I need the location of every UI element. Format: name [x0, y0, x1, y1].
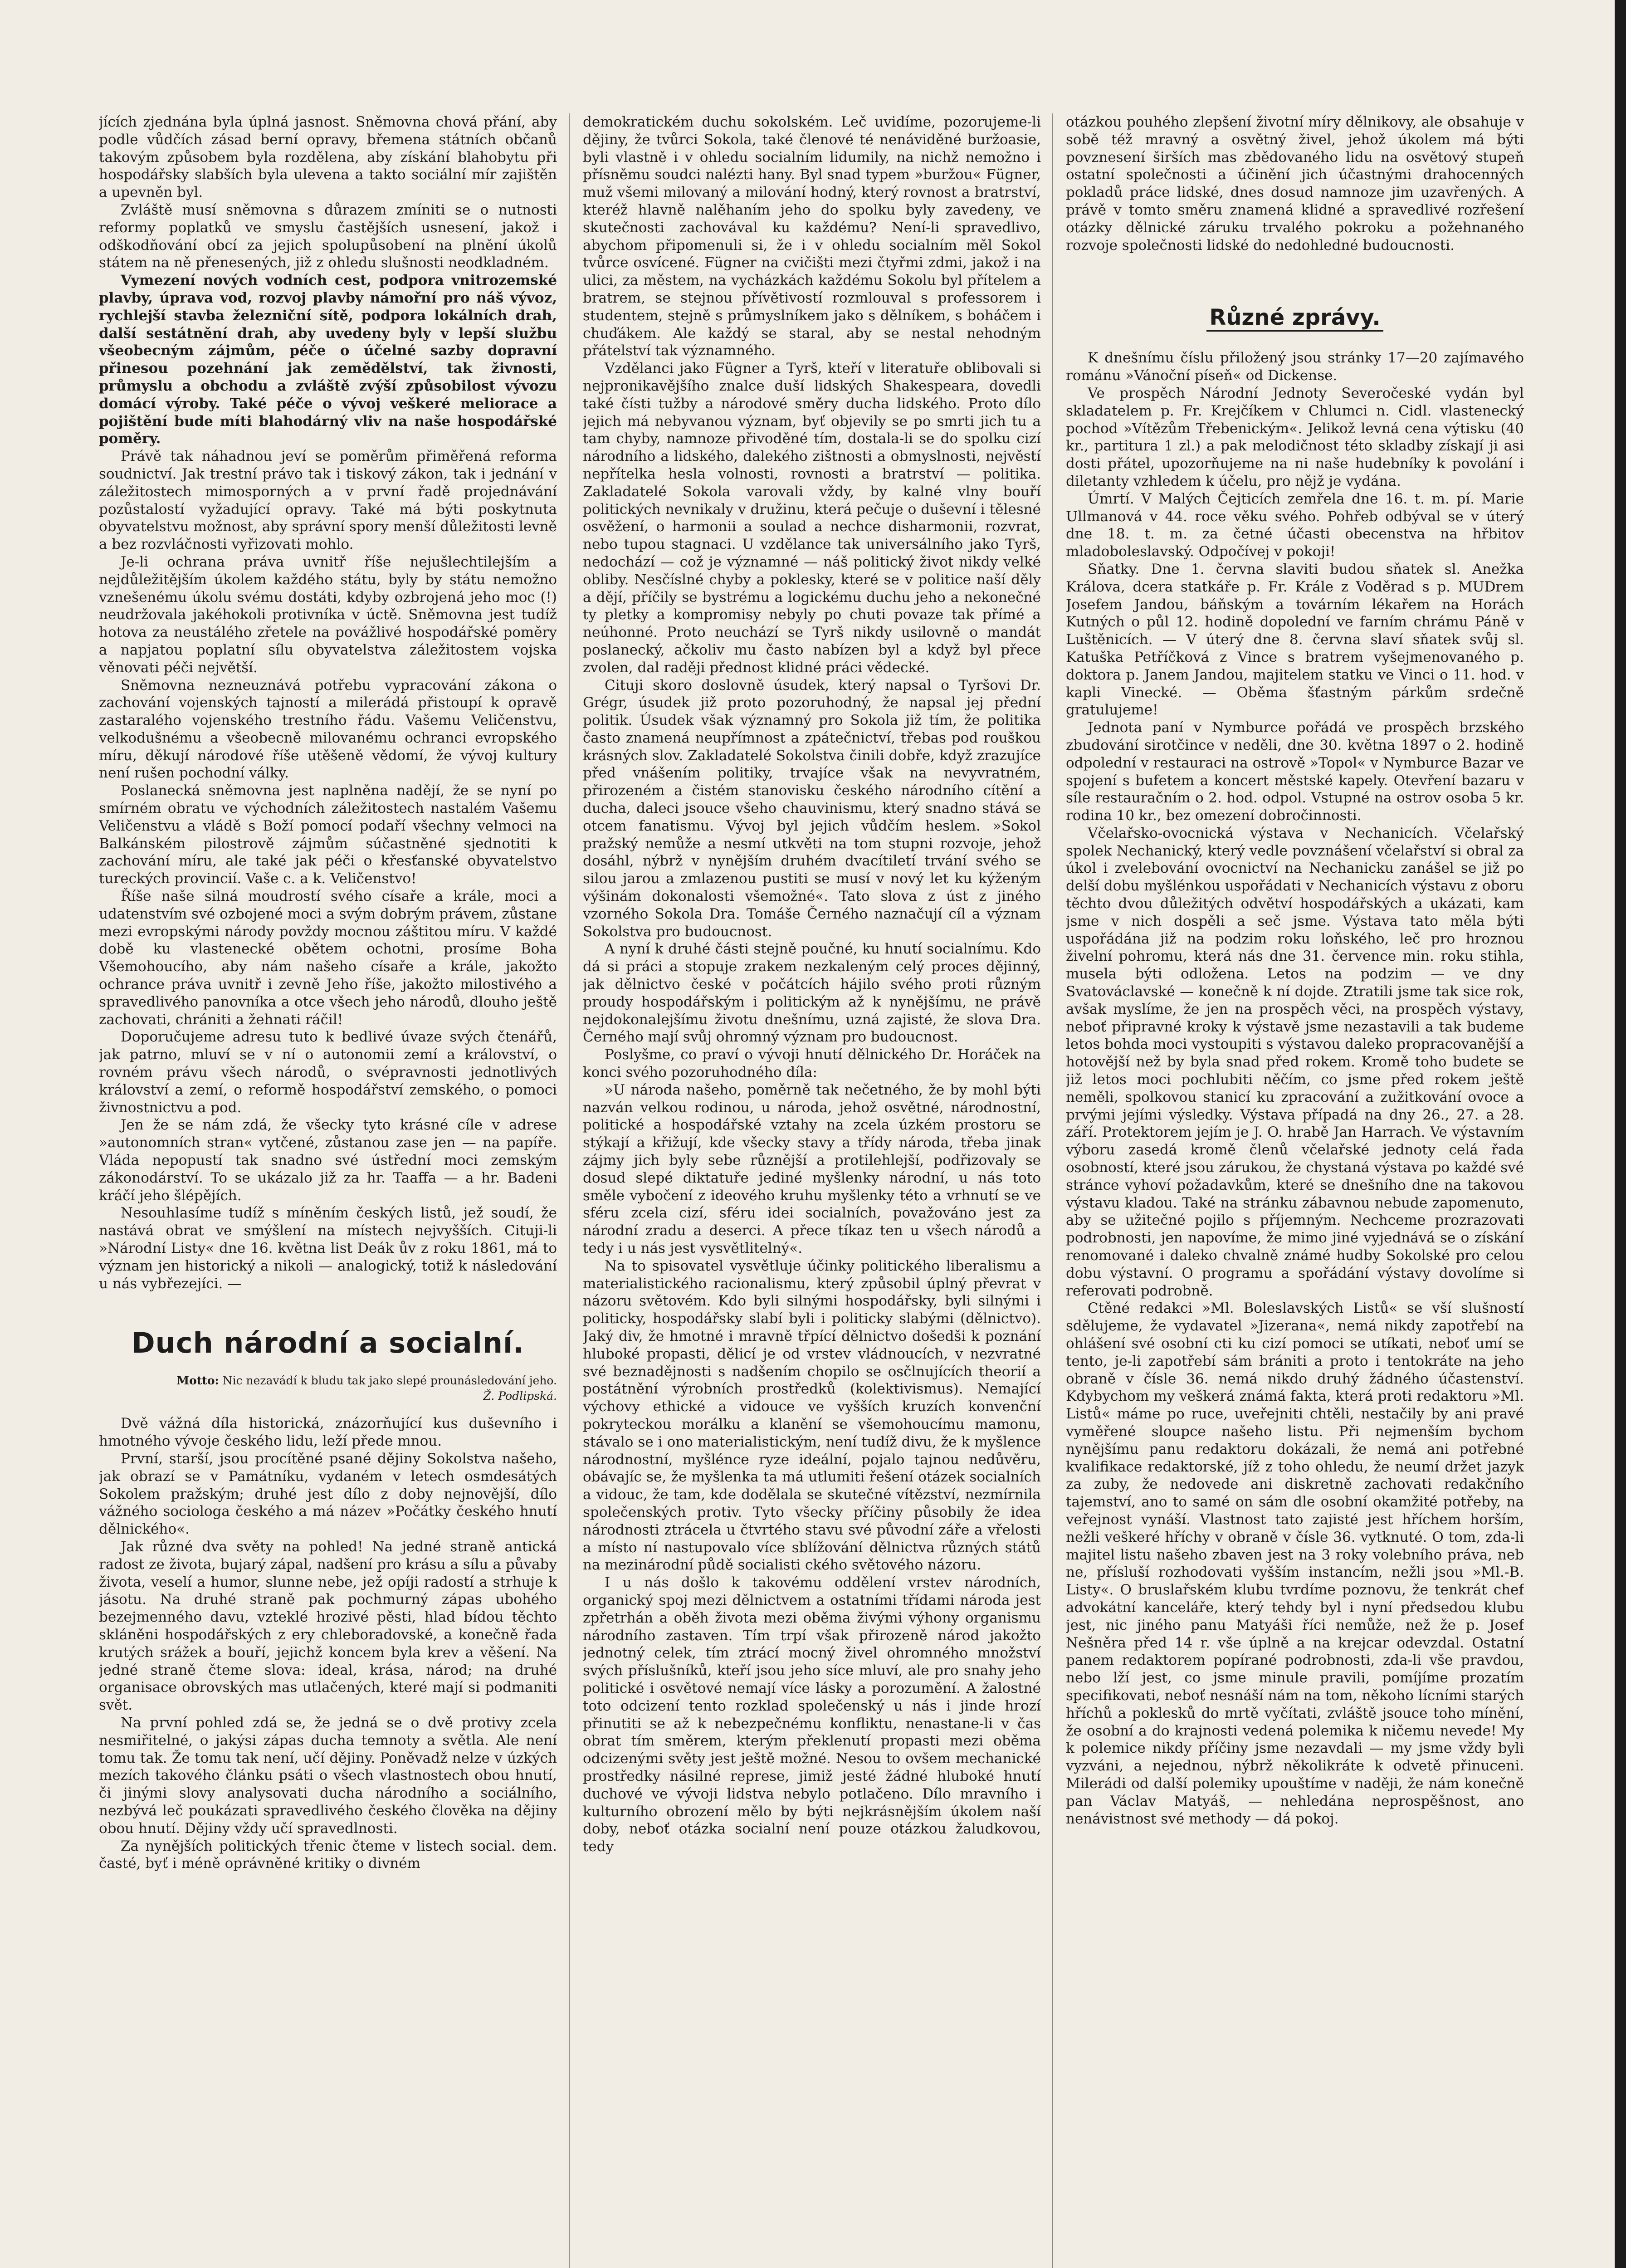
motto-label: Motto:	[176, 1374, 219, 1388]
paragraph: Cituji skoro doslovně úsudek, který napsal o Tyršovi Dr. Grégr, úsudek již proto pozoruhodný, že napsal jej přední politik. Úsudek však významný pro Sokola již tím, že politika často znamená neupřímnost a zpátečnictví, třebas pod rouškou krásných slov. Zakladatelé Sokolstva činili dobře, když zrazujíce před vnášením politiky, trvajíce však na nevyvratném, přirozeném a čistém stanovisku českého národního cítění a ducha, daleci jsouce všeho chauvinismu, který snadno stává se otcem fanatismu. Vývoj byl jejich vůdčím heslem. »Sokol pražský nemůže a nesmí utkvěti na tom stupni rozvoje, jehož dosáhl, nýbrž v nynějším druhém dvacítiletí trvání svého se silou jarou a zmlazenou pustiti se musí v nový let ku kýženým výšinám dokonalosti všemožné«. Tato slova z úst z jiného vzorného Sokola Dra. Tomáše Černého naznačují cíl a význam Sokolstva pro budoucnost.	[583, 677, 1041, 940]
paragraph: První, starší, jsou procítěné psané dějiny Sokolstva našeho, jak obrazí se v Památníku, vydaném v letech osmdesátých Sokolem pražským; druhé jest dílo z doby nejnovější, dílo vážného sociologa českého a má název »Počátky českého hnutí dělnického«.	[99, 1450, 557, 1538]
paragraph: Zvláště musí sněmovna s důrazem zmíniti se o nutnosti reformy poplatků ve smyslu častějších usnesení, jakož i odškodňování obcí za jejich spolupůsobení na plnění úkolů státem na ně přenesených, již z ohledu slušnosti neodkladném.	[99, 201, 557, 271]
paragraph: Doporučujeme adresu tuto k bedlivé úvaze svých čtenářů, jak patrno, mluví se v ní o autonomii zemí a království, o rovném právu všech národů, o svépravnosti jednotlivých království a zemí, o reformě hospodářství zemského, o pomoci živnostnictvu a pod.	[99, 1029, 557, 1116]
paragraph: Úmrtí. V Malých Čejticích zemřela dne 16. t. m. pí. Marie Ullmanová v 44. roce věku svého. Pohřeb odbýval se v úterý dne 18. t. m. za četné účasti obecenstva na hřbitov mladoboleslavský. Odpočívej v pokoji!	[1066, 490, 1524, 560]
motto-text: Nic nezavádí k bludu tak jako slepé prounásledování jeho.	[222, 1374, 557, 1388]
paragraph: Ve prospěch Národní Jednoty Severočeské vydán byl skladatelem p. Fr. Krejčíkem v Chlumci n. Cidl. vlastenecký pochod »Vítězům Třebenickým«. Jelikož levná cena výtisku (40 kr., partitura 1 zl.) a pak melodičnost této skladby získají ji asi dosti přátel, upozorňujeme na ni naše hudebníky k povolání i diletanty vzhledem k účelu, pro nějž je vydána.	[1066, 385, 1524, 489]
paragraph: Na to spisovatel vysvětluje účinky politického liberalismu a materialistického racionalismu, který způsobil úplný převrat v názoru světovém. Kdo byli silnými hospodářsky, byli silnými i politicky, hospodářsky slabí byli i politicky slabými (dělnictvo). Jaký div, že hmotné i mravně třpící dělnictvo došedši k poznání hluboké propasti, dělicí je od vrstev vládnoucích, v nezvratné své beznadějnosti s nadšením chopilo se osčlnujících theorií a postátnění výrobních prostředků (kolektivismus). Nemající výchovy ethické a vidouce ve vyšších kruzích konvenční pokryteckou morálku a klanění se všemohoucímu mamonu, stávalo se i ono materialistickým, není tudíž divu, že k myšlence národnostní, myšlénce ryze ideální, pojalo tajnou nedůvěru, obávajíc se, že myšlenka ta má utlumiti řešení otázek socialních a vidouc, že tam, kde dodělala se skutečné vítězství, nezmírnila společenských protiv. Tyto všecky příčiny působily že idea národnosti ztrácela u čtvrtého stavu své původní záře a vřelosti a místo ní nastupovalo více sblížování dělnictva různých států na mezinárodní půdě socialisti ckého světového názoru.	[583, 1257, 1041, 1574]
section-heading	[1066, 304, 1524, 331]
column-3	[1066, 113, 1524, 2268]
paragraph: Je-li ochrana práva uvnitř říše nejušlechtilejším a nejdůležitějším úkolem každého státu, byly by státu nemožno vznešenému úkolu svému dostáti, kdyby ozbrojená jeho moc (!) neudržovala jakéhokoli protivníka v úctě. Sněmovna jest tudíž hotova za neustálého zřetele na povážlivé hospodářské poměry a napjatou poplatní sílu obyvatelstva záležitostem vojska věnovati péči největší.	[99, 553, 557, 676]
paragraph: K dnešnímu číslu přiložený jsou stránky 17—20 zajímavého románu »Vánoční píseň« od Dickense.	[1066, 350, 1524, 384]
paragraph: A nyní k druhé části stejně poučné, ku hnutí socialnímu. Kdo dá si práci a stopuje zrakem nezkaleným celý proces dějinný, jak dělnictvo české v počátcích hájilo svého proti různým proudy hospodářským i politickým až k nynějšímu, ne právě nejdokonalejšímu životu dnešnímu, uzná zajisté, že slova Dra. Černého mají svůj ohromný význam pro budoucnost.	[583, 941, 1041, 1046]
paragraph: Sňatky. Dne 1. června slaviti budou sňatek sl. Anežka Králova, dcera statkáře p. Fr. Krále z Voděrad s p. MUDrem Josefem Jandou, báňským a továrním lékařem na Horách Kutných o půl 12. hodině dopolední ve farním chrámu Páně v Luštěnicích. — V úterý dne 8. června slaví sňatek svůj sl. Katuška Petříčková z Vince s bratrem vyšejmenovaného p. doktora p. Janem Jandou, majitelem statku ve Vinci o 11. hod. v kapli Vinecké. — Oběma šťastným párkům srdečně gratulujeme!	[1066, 561, 1524, 719]
article-headline: Duch národní a socialní.	[132, 1326, 524, 1360]
paragraph: I u nás došlo k takovému oddělení vrstev národních, organický spoj mezi dělnictvem a ostatními třídami národa jest zpřetrhán a oběh života mezi oběma živými výhony organismu národního zastaven. Tím trpí však přirozeně národ jakožto jednotný celek, tím ztrácí mocný živel ohromného množství svých příslušníků, kteří jsou jeho síce mluví, ale pro snahy jeho politické i osvětové nemají více lásky a porozumění. A žalostné toto odcizení tento rozklad společenský u nás i jinde hrozí přinutiti se až k nebezpečnému konfliktu, nenastane-li v čas obrat tím směrem, kterým překlenutí propasti mezi oběma odcizenými světy jest ještě možné. Nesou to ovšem mechanické prostředky násilné represe, jimiž jesté žádné hluboké hnutí duchové ve vývoji lidstva nebylo potlačeno. Dílo mravního i kulturního obrození mělo by býti nejkrásnějším úkolem naší doby, neboť otázka socialní není pouze otázkou žaludkovou, tedy	[583, 1574, 1041, 1855]
paragraph: Vzdělanci jako Fügner a Tyrš, kteří v literatuře oblibovali si nejpronikavějšího znalce duší lidských Shakespeara, dovedli také čísti tužby a národové směry ducha lidského. Proto dílo jejich má nebyvanou význam, byť objevily se po smrti jich tu a tam chyby, namnoze přivoděné tím, dostala-li se do spolku cizí národního a lidského, dalekého zištnosti a obmyslnosti, nejvěstí nepřítelka hesla volnosti, rovnosti a bratrství — politika. Zakladatelé Sokola varovali vždy, by kalné vlny bouří politických nevnikaly v družinu, která pečuje o duševní i tělesné osvěžení, o harmonii a soulad a nechce disharmonii, rozvrat, nebo tupou stagnaci. U vzdělance tak universálního jako Tyrš, nedochází — což je významné — náš politický život nikdy velké obliby. Nesčíslné chyby a poklesky, které se v politice naší děly a dějí, příčily se bystrému a logickému duchu jeho a nekonečné ty pletky a kompromisy nebyly po chuti povaze tak přímé a neúhonné. Proto neuchází se Tyrš nikdy usilovně o mandát poslanecký, ačkoliv mu často nabízen byl a když byl přece zvolen, dal raději přednost klidné práci vědecké.	[583, 360, 1041, 676]
paragraph: Na první pohled zdá se, že jedná se o dvě protivy zcela nesmiřitelné, o jakýsi zápas ducha temnoty a světla. Ale není tomu tak. Že tomu tak není, učí dějiny. Poněvadž nelze v úzkých mezích takového článku psáti o všech vlastnostech obou hnutí, či jinými slovy analysovati ducha národního a sociálního, nezbývá leč poukázati spravedlivého českého člověka na dějiny obou hnutí. Dějiny vždy učí spravedlnosti.	[99, 1714, 557, 1837]
column-2	[583, 113, 1041, 2268]
paragraph: Poslanecká sněmovna jest naplněna nadějí, že se nyní po smírném obratu ve východních záležitostech nastalém Vašemu Veličenstvu a vládě s Boží pomocí podaří všechny velmoci na Balkánském pilostrově zájmům súčastněné sjednotiti k zachování míru, ale také jak péči o křesťanské obyvatelstvo tureckých provincií. Vaše c. a k. Veličenstvo!	[99, 782, 557, 887]
paragraph: demokratickém duchu sokolském. Leč uvidíme, pozorujeme-li dějiny, že tvůrci Sokola, také členové té nenáviděné buržoasie, byli vlastně i v ohledu socialním lidumily, na nichž nemožno i přísněmu soudci nalézti hany. Byl snad typem »buržou« Fügner, muž všemi milovaný a milování hodný, který rovnost a bratrství, kteréž hlavně nalěhaním jeho do spolku byly zavedeny, ve skutečnosti zachovával ku každému? Není-li spravedlivo, abychom připomenuli si, že i v ohledu socialním měl Sokol tvůrce osvícené. Fügner na cvičišti mezi čtyřmi zdmi, jakož i na ulici, za městem, na vycházkách každému Sokolu byl přítelem a bratrem, se stejnou přívětivostí rozmlouval s professorem i studentem, stejně s průmyslníkem jako s dělníkem, s boháčem i chuďákem. Ale každý se staral, aby se nestal nehodným přátelství tak významného.	[583, 114, 1041, 359]
paragraph: jících zjednána byla úplná jasnost. Sněmovna chová přání, aby podle vůdčích zásad berní opravy, břemena státních občanů takovým způsobem byla rozdělena, aby získání blahobytu při hospodářsky slabších byla ulevena a takto sociální mír zajištěn a upevněn byl.	[99, 114, 557, 201]
article-motto	[99, 1374, 557, 1403]
paragraph: Právě tak náhadnou jeví se poměrům přiměřená reforma soudnictví. Jak trestní právo tak i tiskový zákon, tak i jednání v záležitostech mimosporných a v první řadě projednávání pozůstalostí vyžadující opravy. Také má býti poskytnuta obyvatelstvu možnost, aby správní spory menší důležitosti levně a bez rozvláčnosti vyřizovati mohlo.	[99, 448, 557, 553]
paragraph: Jednota paní v Nymburce pořádá ve prospěch brzského zbudování sirotčince v neděli, dne 30. května 1897 o 2. hodině odpolední v restauraci na ostrově »Topol« v Nymburce Bazar ve spojení s bufetem a koncert městské kapely. Otevření bazaru v síle restauračním o 2. hod. odpol. Vstupné na ostrov osoba 5 kr. rodina 10 kr., bez omezení dobročinnosti.	[1066, 719, 1524, 824]
column-rule	[569, 113, 570, 2268]
paragraph: »U národa našeho, poměrně tak nečetného, že by mohl býti nazván velkou rodinou, u národa, jehož osvětné, národnostní, politické a hospodářské vztahy na zcela úzkém prostoru se stýkají a křižují, kde všecky stavy a třídy národa, třeba jinak zájmy jich byly sebe různější a protilehlejší, podřizovaly se dosud slepé diktatuře jediné myšlenky národní, u nás toto směle vybočení z ideového kruhu myšlenky této a vrhnutí se ve sféru zcela cizí, sféru idei socialních, považováno jest za národní zradu a deserci. A přece tíkaz ten u všech národů a tedy i u nás jest vysvětlitelný«.	[583, 1081, 1041, 1256]
paragraph: otázkou pouhého zlepšení životní míry dělnikovy, ale obsahuje v sobě též mravný a osvětný živel, jehož úkolem má býti povznesení širších mas zbědovaného lidu na osvětový stupeň ostatní společnosti a účinění jich účastnými drahocenných pokladů práce lidské, dnes dosud namnoze jim uzavřených. A právě v tomto směru znamená klidné a spravedlivé rozřešení otázky dělnické záruku trvalého pokroku a požehnaného rozvoje společnosti lidské do nedohledné budoucnosti.	[1066, 114, 1524, 254]
paragraph: Sněmovna nezneuznává potřebu vypracování zákona o zachování vojenských tajností a milerádá přistoupí k opravě zastaralého vojenského trestního řádu. Vašemu Veličenstvu, velkodušnému a všeobecně milovanému ochranci evropského míru, děkují národové říše utěšeně vědomí, že vývoj kultury není rušen pochodní války.	[99, 677, 557, 782]
paragraph: Nesouhlasíme tudíž s míněním českých listů, jež soudí, že nastává obrat ve smýšlení na místech nejvyšších. Cituji-li »Národní Listy« dne 16. května list Deák ův z roku 1861, má to význam jen historický a nikoli — analogický, totiž k následování u nás vybřezejíci. —	[99, 1205, 557, 1292]
paragraph: Říše naše silná moudrostí svého císaře a krále, moci a udatenstvím své ozbojené moci a svým dobrým právem, zůstane mezi evropskými národy povždy mocnou záštitou míru. V každé době ku vlastenecké obětem ochotni, prosíme Boha Všemohoucího, aby nám našeho císaře a krále, jakožto ochrance práva uvnitř i zevně Jeho říše, jakožto milostivého a spravedlivého panovníka a otce všech jeho národů, dlouho ještě zachovati, chrániti a žehnati ráčil!	[99, 888, 557, 1028]
scan-edge	[1615, 0, 1626, 2268]
section-heading-text: Různé zprávy.	[1206, 305, 1383, 332]
column-1	[99, 113, 557, 2268]
paragraph: Dvě vážná díla historická, znázorňující kus duševního i hmotného vývoje českého lidu, leží přede mnou.	[99, 1415, 557, 1450]
paragraph: Ctěné redakci »Ml. Boleslavských Listů« se vší slušností sdělujeme, že vydavatel »Jizerana«, nemá nikdy zapotřebí na ohlášení své osobní cti ku cizí pomoci se utíkati, neboť umí se tento, je-li zapotřebí sám brániti a proto i tentokráte na jeho obraně v čísle 36. nemá nikdo druhý žádného účastenství. Kdybychom my veškerá známá fakta, která proti redaktoru »Ml. Listů« máme po ruce, uveřejniti chtěli, nestačily by ani pravé vyměřené sloupce našeho listu. Při nejmenším bychom nynějšímu panu redaktoru dokázali, že nemá ani potřebné kvalifikace redaktorské, jíž z toho ohledu, že neumí držet jazyk za zuby, že nedovede ani diskretně zachovati redakčního tajemství, ano to samé on sám dle osobní okamžité potřeby, na veřejnost vynáší. Vlastnost tato zajisté jest hříchem horším, nežli veškeré hříchy v obraně v čísle 36. vytknuté. O tom, zda-li majitel listu našeho zbaven jest na 3 roky volebního práva, neb ne, přísluší rozhodovati vyšším instancím, nežli jsou »Ml.-B. Listy«. O bruslařském klubu tvrdíme poznovu, že tenkrát chef advokátní kanceláře, který tehdy byl i nyní předsedou klubu jest, nic jiného panu Matyáši říci nemůže, než že p. Josef Nešněra před 14 r. vše úplně a na krejcar odevzdal. Ostatní panem redaktorem popírané podrobnosti, zda-li vše pravdou, nebo lží jest, co jsme minule pravili, pomíjíme prozatím specifikovati, neboť nesnáší nám na tom, někoho lícními starých hříchů a poklesků do mrtě vyčítati, zvláště jsouce toho mínění, že osobní a do krajnosti vedená polemika k ničemu nevede! My k polemice nikdy příčiny jsme nezavdali — my jsme vždy byli vyzváni, a nejednou, nýbrž několikráte k odvetě přinuceni. Milerádi od další polemiky upouštíme v naději, že nám konečně pan Václav Matyáš, — nehledána neprospěšnost, ano nenávistnost své methody — dá pokoj.	[1066, 1300, 1524, 1827]
paragraph: Poslyšme, co praví o vývoji hnutí dělnického Dr. Horáček na konci svého pozoruhodného díla:	[583, 1046, 1041, 1081]
paragraph: Za nynějších politických třenic čteme v listech social. dem. časté, byť i méně oprávněné kritiky o divném	[99, 1838, 557, 1872]
paragraph: Jak různé dva světy na pohled! Na jedné straně antická radost ze života, bujarý zápal, nadšení pro krásu a sílu a půvaby života, veselí a humor, slunne nebe, jež opíji radostí a strhuje k jásotu. Na druhé straně pak pochmurný zápas ubohého bezejmenného davu, vzteklé hrozivé pěsti, hlad bídou těchto skláněni hospodářských z ery chleboradovské, a konečně řada krutých srážek a bouří, jejichž koncem byla krev a věšení. Na jedné straně čteme slova: ideal, krása, národ; na druhé organisace obrovských mas utlačených, které mají si podmaniti svět.	[99, 1538, 557, 1714]
paragraph: Vymezení nových vodních cest, podpora vnitrozemské plavby, úprava vod, rozvoj plavby námořní pro náš vývoz, rychlejší stavba železniční sítě, podpora lokálních drah, další sestátnění drah, aby uvedeny byly v lepší službu všeobecným zájmům, péče o účelné sazby dopravní přinesou pozehnání jak zemědělství, tak živnosti, průmyslu a obchodu a zvláště zvýší způsobilost vývozu domácí výroby. Také péče o vývoj veškeré meliorace a pojištění bude míti blahodárný vliv na naše hospodářské poměry.	[99, 272, 557, 447]
paragraph: Jen že se nám zdá, že všecky tyto krásné cíle v adrese »autonomních stran« vytčené, zůstanou zase jen — na papíře. Vláda nepopustí tak snadno své ústřední moci zemským zákonodárství. To se ukázalo již za hr. Taaffa — a hr. Badeni kráčí jeho šlépějích.	[99, 1117, 557, 1204]
column-rule	[1052, 113, 1053, 2268]
motto-author: Ž. Podlipská.	[483, 1389, 557, 1403]
paragraph: Včelařsko-ovocnická výstava v Nechanicích. Včelařský spolek Nechanický, který vedle povznášení včelařství si obral za úkol i zvelebování ovocnictví na Nechanicku zanášel se již po delší dobu myšlénkou uspořádati v Nechanicích výstavu z oboru těchto dvou důležitých odvětví hospodářských a ukázati, kam jsme v nich dospěli a seč jsme. Výstava tato měla býti uspořádána již na podzim roku loňského, leč pro hroznou živelní pohromu, která nás dne 31. července min. roku stihla, musela býti odložena. Letos na podzim — ve dny Svatováclavské — konečně k ní dojde. Ztratili jsme tak sice rok, avšak myslíme, že jen na prospěch věci, na prospěch výstavy, neboť připravné kroky k výstavě jsme nezastavili a tak budeme letos bohda moci vystoupiti s výstavou daleko propracovanější a hotovější než by byla snad před rokem. Kromě toho budete se již letos moci pochlubiti něčím, co jsme před rokem ještě neměli, spolkovou stanicí ku zpracování a zužitkování ovoce a prvými jejími výsledky. Výstava případá na dny 26., 27. a 28. září. Protektorem jejím je J. O. hrabě Jan Harrach. Ve výstavním výboru zasedá kromě členů včelařské jednoty celá řada osobností, které jsou zárukou, že chystaná výstava po každé své stránce vyhoví požadavkům, které se dnešního dne na takovou výstavu kladou. Také na stránku zábavnou nebude zapomenuto, aby se užitečné pojilo s příjemným. Nechceme prozrazovati podrobnosti, jen napovíme, že mimo jiné vyjednává se o získání renomované i daleko chvalně známé hudby Sokolské pro celou dobu výstavní. O programu a spořádání výstavy dovolíme si referovati podrobně.	[1066, 825, 1524, 1299]
